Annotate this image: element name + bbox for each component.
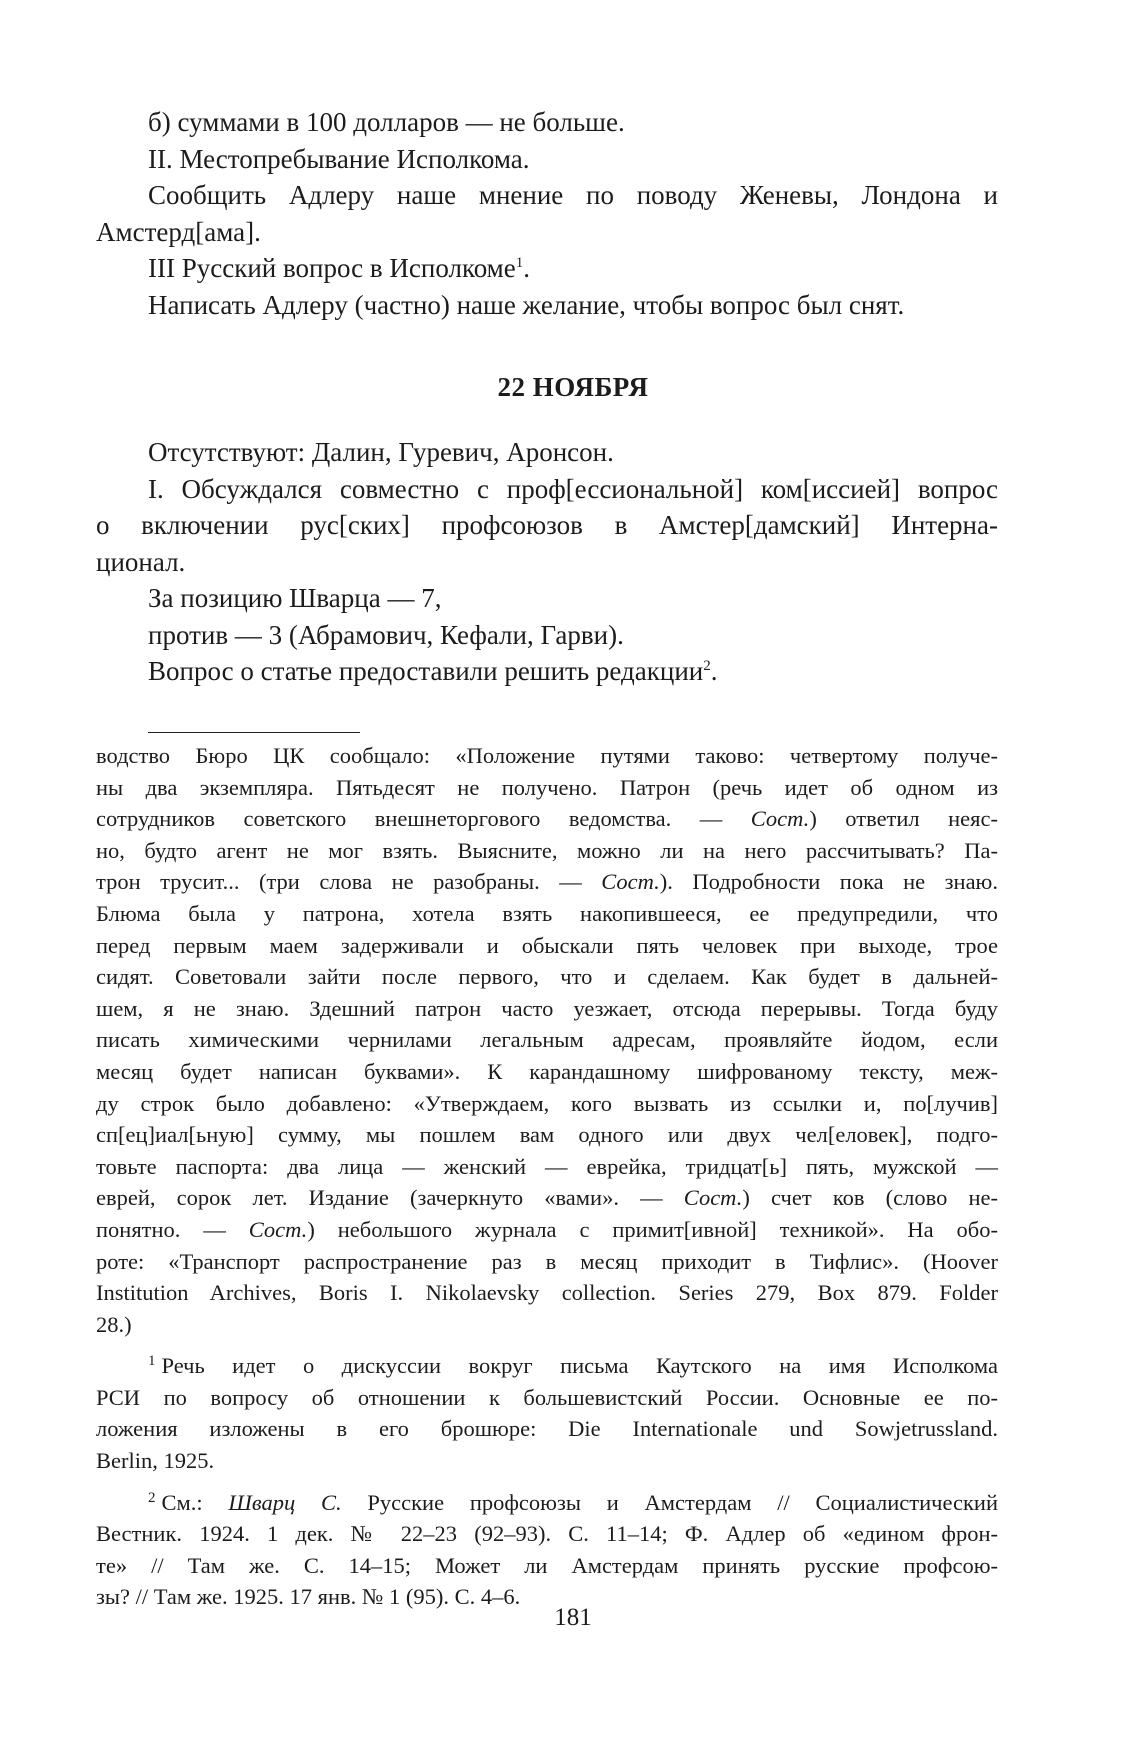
fn-line: Блюма была у патрона, хотела взять накопившееся, ее предупредили, что [96,900,998,926]
text-line: I. Обсуждался совместно с проф[ессиональной] ком[иссией] вопрос [148,473,998,504]
fn-line: водство Бюро ЦК сообщало: «Положение путями таково: четвертому получе- [96,743,998,768]
fn-line [96,866,998,898]
fn-line: роте: «Транспорт распространение раз в месяц приходит в Тифлис». (Hoover [96,1248,998,1274]
fn-author: Шварц С. [228,1489,342,1515]
fn-line [148,1346,998,1382]
fn-line: но, будто агент не мог взять. Выясните, можно ли на него рассчитывать? Па- [96,837,998,863]
fn-line: РСИ по вопросу об отношении к большевистский России. Основные ее по- [96,1384,998,1410]
line-text: Написать Адлеру (частно) наше желание, чтобы вопрос был снят. [148,289,905,320]
line-text: Сообщить Адлеру наше мнение по поводу Женевы, Лондона и [148,180,998,210]
fn-text: См.: [161,1489,229,1515]
fn-line [148,1483,998,1519]
footnote-divider [148,732,360,733]
fn-line: Вестник. 1924. 1 дек. № 22–23 (92–93). С. 11–14; Ф. Адлер об «едином фрон- [96,1521,998,1547]
footnote-1 [96,1346,998,1476]
fn-line: зы? // Там же. 1925. 17 янв. № 1 (95). С. 4–6. [96,1584,521,1610]
text-line [148,177,998,214]
fn-line [96,1214,998,1246]
fn-text: Речь идет о дискуссии вокруг письма Каутского на имя Исполкома [161,1353,998,1379]
fn-line [96,803,998,835]
line-text: Вопрос о статье предоставили решить редакции [148,656,704,686]
fn-line [96,1182,998,1214]
fn-text: ) небольшого журнала с примит[ивной] техникой». На обо- [307,1216,998,1242]
text-line [148,104,998,141]
fn-text: Русские профсоюзы и Амстердам // Социалистический [341,1489,998,1515]
fn-line: те» // Там же. С. 14–15; Может ли Амстердам принять русские профсою- [96,1552,998,1578]
line-text: III Русский вопрос в Исполкоме [148,253,516,283]
text-line: ционал. [96,546,186,577]
fn-line: 28.) [96,1311,132,1337]
line-text-end: . [523,253,530,283]
text-line: За позицию Шварца — 7, [148,583,442,613]
fn-text: ) счет ков (слово не- [742,1185,999,1211]
fn-text: сотрудников советского внешнеторгового ведомства. — [96,806,751,832]
text-line [148,287,998,324]
footnote-2 [96,1483,998,1613]
fn-line: сидят. Советовали зайти после первого, что и сделаем. Как будет в дальней- [96,964,998,990]
section-heading: 22 НОЯБРЯ [497,372,649,402]
text-line [96,214,998,251]
fn-line: перед первым маем задерживали и обыскали пять человек при выходе, трое [96,932,998,958]
fn-text: ) ответил неяс- [809,806,998,832]
footnote-continuation [96,740,998,1340]
fn-line: ду строк было добавлено: «Утверждаем, кого вызвать из ссылки и, по[лучив] [96,1090,998,1116]
fn-line: Institution Archives, Boris I. Nikolaevsky collection. Series 279, Box 879. Folder [96,1280,998,1306]
footnote-ref: 2 [703,658,711,674]
fn-line: месяц будет написан буквами». К карандашному шифрованому тексту, меж- [96,1058,998,1084]
fn-sost: Сост. [601,869,660,895]
text-line: против — 3 (Абрамович, Кефали, Гарви). [148,619,624,650]
page-number: 181 [554,1604,592,1631]
line-text: II. Местопребывание Исполкома. [148,143,530,174]
fn-text: еврей, сорок лет. Издание (зачеркнуто «вами». — [96,1185,684,1211]
fn-text: трон трусит... (три слова не разобраны. — [96,869,602,895]
footnotes [96,740,999,1613]
main-text-top [96,104,998,323]
line-text: б) суммами в 100 долларов — не больше. [148,107,625,137]
text-line [148,250,998,287]
fn-line: товьте паспорта: два лица — женский — еврейка, тридцат[ь] пять, мужской — [96,1153,998,1179]
fn-sost: Сост. [683,1185,743,1211]
footnote-ref: 1 [515,255,524,271]
line-text: Амстерд[ама]. [96,216,261,247]
fn-line: Berlin, 1925. [96,1448,215,1474]
footnote-number: 1 [148,1353,156,1370]
text-line: Отсутствуют: Далин, Гуревич, Аронсон. [148,437,614,467]
fn-line: сп[ец]иал[ьную] сумму, мы пошлем вам одного или двух чел[еловек], подго- [96,1122,998,1148]
fn-line: ложения изложены в его брошюре: Die Internationale und Sowjetrussland. [96,1416,998,1442]
fn-sost: Сост. [248,1216,308,1242]
fn-sost: Сост. [750,806,810,832]
footnote-number: 2 [148,1489,156,1506]
text-line [148,141,998,178]
line-text-end: . [710,656,718,686]
fn-line: писать химическими чернилами легальным адресам, проявляйте йодом, если [96,1027,998,1053]
fn-line: ны два экземпляра. Пятьдесят не получено. Патрон (речь идет об одном из [96,774,998,800]
fn-text: понятно. — [96,1216,249,1242]
fn-text: ). Подробности пока не знаю. [659,869,998,895]
text-line: о включении рус[ских] профсоюзов в Амстер[дамский] Интерна- [96,510,998,540]
fn-line: шем, я не знаю. Здешний патрон часто уезжает, отсюда перерывы. Тогда буду [96,995,998,1021]
main-text-section [96,434,998,690]
text-line [148,653,998,690]
